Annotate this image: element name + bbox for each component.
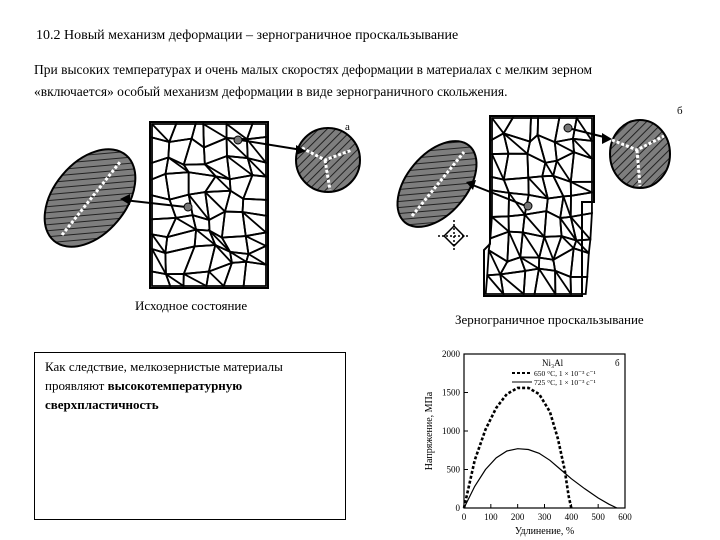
- series-line-2: [464, 449, 617, 508]
- left-magnified-grain: [40, 132, 154, 264]
- y-tick-label: 1000: [442, 426, 460, 436]
- shear-diamond-icon: [438, 220, 470, 252]
- caption-grain-boundary-sliding: Зернограничное проскальзывание: [455, 312, 644, 327]
- figure-grain-boundary-sliding: [392, 104, 692, 304]
- y-tick-label: 0: [455, 503, 460, 513]
- x-tick-label: 100: [484, 512, 498, 522]
- figure-b-label: б: [677, 105, 683, 117]
- conclusion-line-2: [45, 378, 242, 394]
- caption-initial-state: Исходное состояние: [135, 298, 248, 313]
- legend-entry: 650 °С, 1 × 10⁻³ с⁻¹: [534, 369, 596, 378]
- x-tick-label: 300: [537, 512, 552, 522]
- conclusion-line-2-bold: высокотемпературную: [107, 378, 243, 393]
- conclusion-box: [34, 352, 346, 520]
- series-line-1: [464, 388, 571, 508]
- x-tick-label: 500: [591, 512, 605, 522]
- y-tick-label: 500: [446, 464, 460, 475]
- stress-strain-chart: [420, 340, 720, 540]
- intro-text-line-2: «включается» особый механизм деформации в виде зернограничного скольжения.: [34, 84, 508, 99]
- y-axis-label: Напряжение, МПа: [424, 391, 435, 471]
- y-tick-label: 2000: [442, 349, 460, 359]
- conclusion-line-2-plain: проявляют: [45, 378, 108, 393]
- x-tick-label: 400: [564, 512, 579, 522]
- intro-text-line-1: При высоких температурах и очень малых скоростях деформации в материалах с мелким зерном: [34, 62, 593, 77]
- left-magnified-grain-b: [392, 126, 492, 241]
- figure-initial-state: [40, 110, 370, 300]
- x-tick-label: 600: [618, 512, 632, 522]
- x-axis-label: Удлинение, %: [514, 526, 575, 537]
- legend-title: Ni₃Al: [542, 358, 564, 368]
- x-tick-label: 0: [461, 512, 467, 522]
- legend-entry: 725 °С, 1 × 10⁻³ с⁻¹: [534, 378, 596, 387]
- chart-corner-label: б: [615, 358, 620, 368]
- conclusion-line-1: Как следствие, мелкозернистые материалы: [45, 359, 283, 374]
- conclusion-line-3: сверхпластичность: [45, 397, 159, 412]
- figure-a-label: а: [345, 121, 350, 133]
- x-tick-label: 200: [510, 512, 525, 522]
- slide-title: 10.2 Новый механизм деформации – зернограничное проскальзывание: [36, 28, 459, 43]
- y-tick-label: 1500: [442, 387, 460, 398]
